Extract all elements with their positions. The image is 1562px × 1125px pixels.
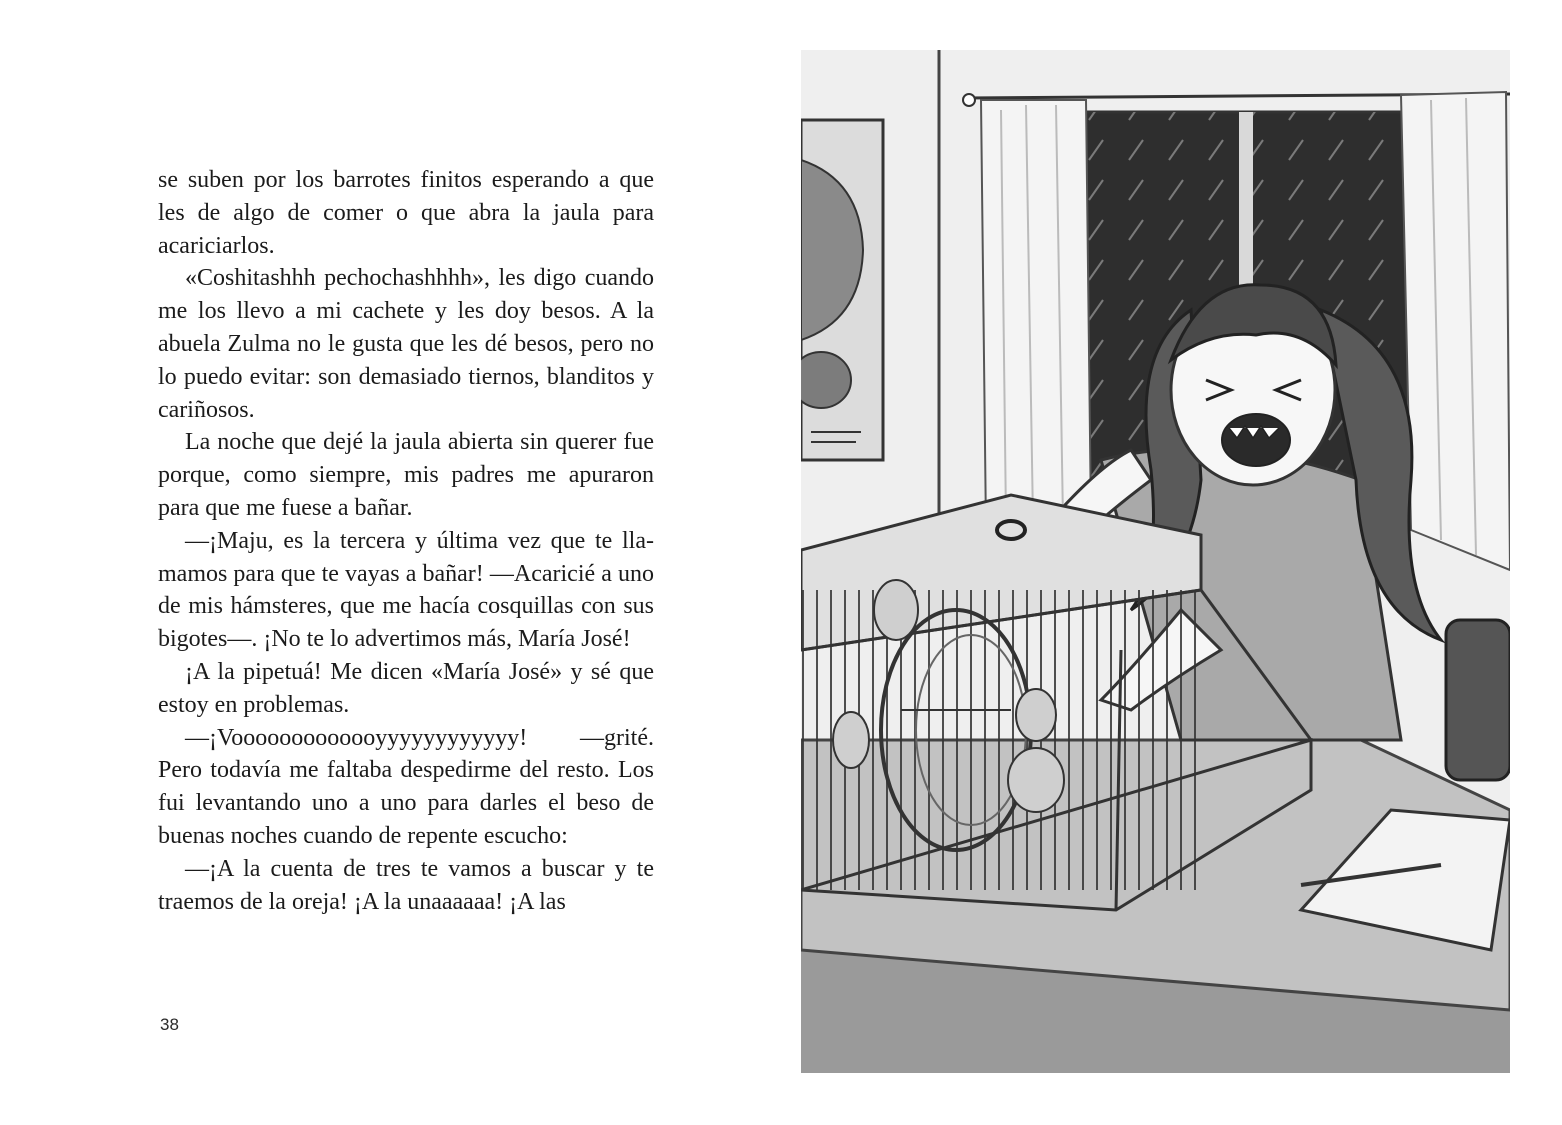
chair: [1446, 620, 1510, 780]
wall-poster: [801, 120, 883, 460]
page-number: 38: [160, 1015, 179, 1034]
paragraph-1: se suben por los barrotes finitos esperando a que les de algo de comer o que abra la jaula para acariciarlos.: [158, 167, 654, 259]
story-text: [158, 164, 654, 918]
paragraph-2: «Coshitashhh pechochashhhh», les digo cuando me los llevo a mi cachete y les doy besos. A la abuela Zulma no le gusta que les dé besos, pero no lo puedo evitar: son demasiado tiernos, blanditos y cariñosos.: [158, 265, 654, 423]
paragraph-4: —¡Maju, es la tercera y última vez que te llamamos para que te vayas a bañar! —Acaricié a uno de mis hámsteres, que me hacía cosquillas con sus bigotes—. ¡No te lo advertimos más, María José!: [158, 527, 654, 653]
curtain-left: [981, 100, 1091, 530]
paragraph-7: —¡A la cuenta de tres te vamos a buscar y te traemos de la oreja! ¡A la unaaaaaa! ¡A las: [158, 855, 654, 915]
paragraph-6: —¡Vooooooooooooyyyyyyyyyyyy! —grité. Pero todavía me faltaba despedirme del resto. Los fui levantando uno a uno para darles el beso de buenas noches cuando de repente escucho:: [158, 724, 654, 849]
paragraph-3: La noche que dejé la jaula abierta sin querer fue porque, como siempre, mis padres me apuraron para que me fuese a bañar.: [158, 429, 654, 521]
curtain-right: [1401, 92, 1510, 570]
illustration-girl-hamster-cage: [801, 50, 1510, 1073]
paragraph-5: ¡A la pipetuá! Me dicen «María José» y sé que estoy en problemas.: [158, 658, 654, 718]
illustration-drawing: [801, 50, 1510, 1073]
